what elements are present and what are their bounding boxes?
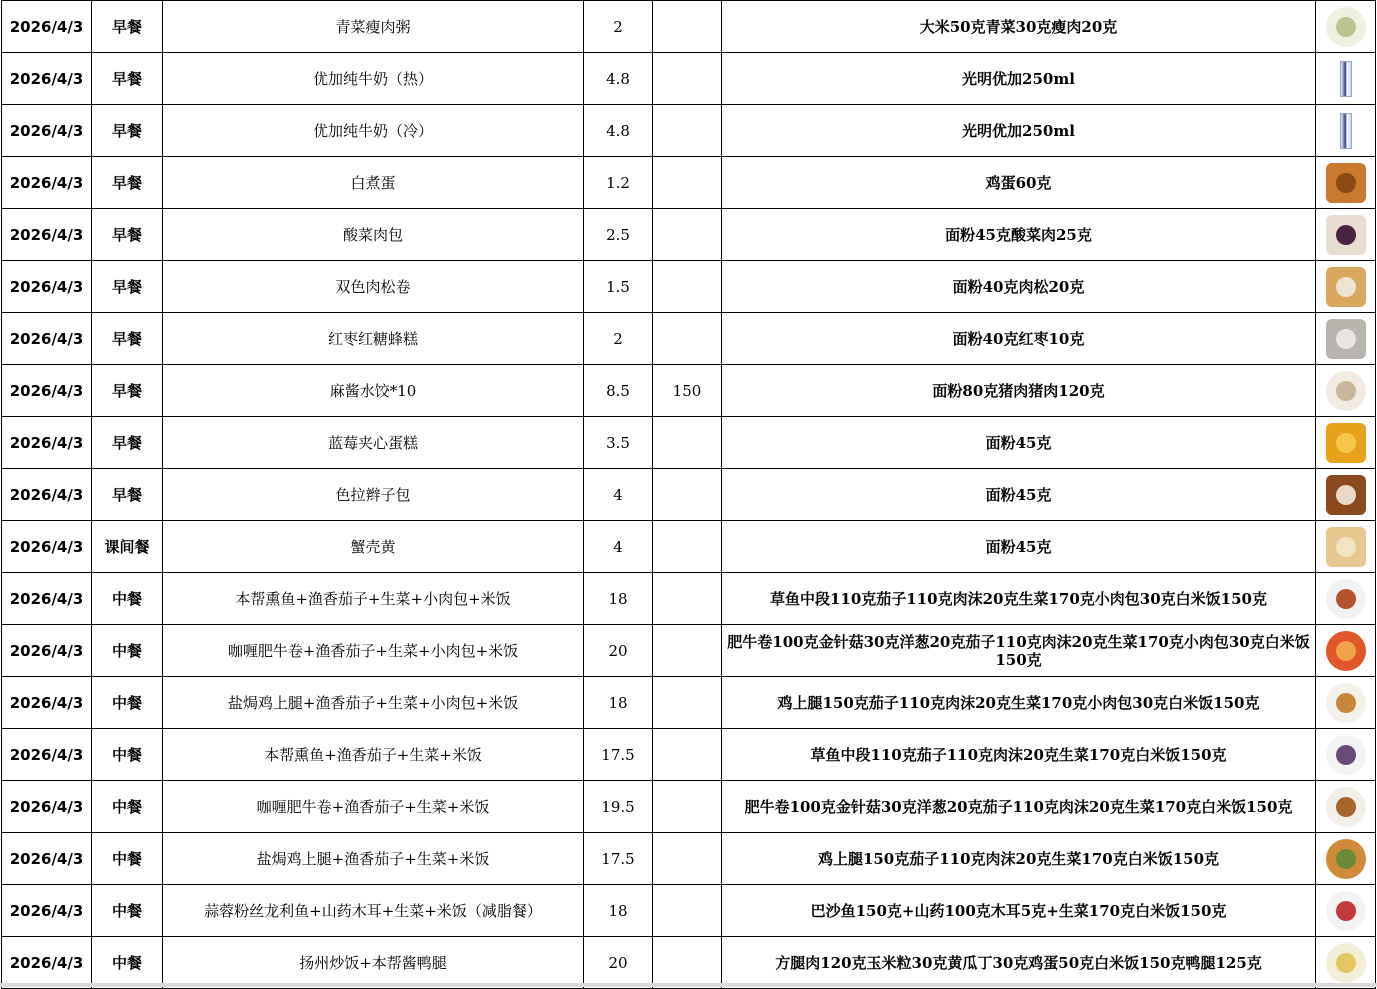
food-photo-cell[interactable] xyxy=(1316,53,1376,105)
table-row xyxy=(2,729,1376,781)
calorie-cell[interactable] xyxy=(653,573,722,625)
food-photo-cell[interactable] xyxy=(1316,833,1376,885)
price-cell[interactable]: 4 xyxy=(584,469,653,521)
food-photo-cell[interactable] xyxy=(1316,885,1376,937)
table-row xyxy=(2,677,1376,729)
price-cell[interactable]: 20 xyxy=(584,937,653,989)
table-row xyxy=(2,261,1376,313)
food-photo-detail xyxy=(1336,329,1356,349)
price-cell[interactable]: 19.5 xyxy=(584,781,653,833)
meal-cell[interactable]: 中餐 xyxy=(92,677,163,729)
ingredients-cell[interactable]: 鸡上腿150克茄子110克肉沫20克生菜170克白米饭150克 xyxy=(722,833,1316,885)
meal-cell[interactable]: 中餐 xyxy=(92,573,163,625)
meal-cell[interactable]: 早餐 xyxy=(92,469,163,521)
calorie-cell[interactable] xyxy=(653,53,722,105)
sheet-tab-strip xyxy=(0,983,1377,987)
table-row xyxy=(2,1,1376,53)
date-cell[interactable]: 2026/4/3 xyxy=(2,937,92,989)
table-row xyxy=(2,573,1376,625)
dish-name-cell[interactable]: 优加纯牛奶（热） xyxy=(163,53,584,105)
price-cell[interactable]: 18 xyxy=(584,885,653,937)
table-row xyxy=(2,469,1376,521)
curry-icon xyxy=(1326,631,1366,671)
table-row xyxy=(2,313,1376,365)
date-cell[interactable]: 2026/4/3 xyxy=(2,365,92,417)
meal-plate-icon xyxy=(1326,787,1366,827)
price-cell[interactable]: 8.5 xyxy=(584,365,653,417)
food-photo-cell[interactable] xyxy=(1316,313,1376,365)
food-photo-cell[interactable] xyxy=(1316,105,1376,157)
food-photo-cell[interactable] xyxy=(1316,1,1376,53)
food-photo-detail xyxy=(1336,485,1356,505)
date-cell[interactable]: 2026/4/3 xyxy=(2,521,92,573)
food-photo-cell[interactable] xyxy=(1316,417,1376,469)
meal-cell[interactable]: 中餐 xyxy=(92,833,163,885)
meal-cell[interactable]: 早餐 xyxy=(92,417,163,469)
food-photo-cell[interactable] xyxy=(1316,469,1376,521)
food-photo-detail xyxy=(1336,849,1356,869)
price-cell[interactable]: 1.2 xyxy=(584,157,653,209)
meal-plate-icon xyxy=(1326,891,1366,931)
food-photo-cell[interactable] xyxy=(1316,677,1376,729)
ingredients-cell[interactable]: 面粉45克 xyxy=(722,469,1316,521)
calorie-cell[interactable] xyxy=(653,157,722,209)
ingredients-cell[interactable]: 面粉80克猪肉猪肉120克 xyxy=(722,365,1316,417)
price-cell[interactable]: 4.8 xyxy=(584,53,653,105)
food-photo-detail xyxy=(1336,277,1356,297)
price-cell[interactable]: 18 xyxy=(584,677,653,729)
ingredients-cell[interactable]: 面粉40克红枣10克 xyxy=(722,313,1316,365)
food-photo-detail xyxy=(1336,537,1356,557)
dumpling-icon xyxy=(1326,371,1366,411)
dish-name-cell[interactable]: 白煮蛋 xyxy=(163,157,584,209)
food-photo-cell[interactable] xyxy=(1316,157,1376,209)
ingredients-cell[interactable]: 光明优加250ml xyxy=(722,53,1316,105)
dish-name-cell[interactable]: 盐焗鸡上腿+渔香茄子+生菜+小肉包+米饭 xyxy=(163,677,584,729)
dish-name-cell[interactable]: 麻酱水饺*10 xyxy=(163,365,584,417)
price-cell[interactable]: 2 xyxy=(584,313,653,365)
date-cell[interactable]: 2026/4/3 xyxy=(2,53,92,105)
date-cell[interactable]: 2026/4/3 xyxy=(2,105,92,157)
egg-icon xyxy=(1326,163,1366,203)
ingredients-cell[interactable]: 面粉45克 xyxy=(722,417,1316,469)
ingredients-cell[interactable]: 草鱼中段110克茄子110克肉沫20克生菜170克白米饭150克 xyxy=(722,729,1316,781)
porridge-icon xyxy=(1326,7,1366,47)
food-photo-detail xyxy=(1336,173,1356,193)
food-photo-cell[interactable] xyxy=(1316,261,1376,313)
meal-cell[interactable]: 中餐 xyxy=(92,781,163,833)
calorie-cell[interactable] xyxy=(653,677,722,729)
calorie-cell[interactable] xyxy=(653,417,722,469)
menu-table-body xyxy=(2,1,1376,989)
calorie-cell[interactable] xyxy=(653,469,722,521)
cake-icon xyxy=(1326,319,1366,359)
food-photo-cell[interactable] xyxy=(1316,209,1376,261)
date-cell[interactable]: 2026/4/3 xyxy=(2,573,92,625)
date-cell[interactable]: 2026/4/3 xyxy=(2,833,92,885)
table-row xyxy=(2,157,1376,209)
date-cell[interactable]: 2026/4/3 xyxy=(2,1,92,53)
price-cell[interactable]: 17.5 xyxy=(584,729,653,781)
dish-name-cell[interactable]: 酸菜肉包 xyxy=(163,209,584,261)
sponge-cake-icon xyxy=(1326,423,1366,463)
calorie-cell[interactable]: 150 xyxy=(653,365,722,417)
dish-name-cell[interactable]: 盐焗鸡上腿+渔香茄子+生菜+米饭 xyxy=(163,833,584,885)
table-row xyxy=(2,937,1376,989)
price-cell[interactable]: 3.5 xyxy=(584,417,653,469)
date-cell[interactable]: 2026/4/3 xyxy=(2,677,92,729)
date-cell[interactable]: 2026/4/3 xyxy=(2,625,92,677)
fried-rice-icon xyxy=(1326,943,1366,983)
meal-cell[interactable]: 早餐 xyxy=(92,365,163,417)
meal-cell[interactable]: 中餐 xyxy=(92,625,163,677)
date-cell[interactable]: 2026/4/3 xyxy=(2,261,92,313)
dish-name-cell[interactable]: 蟹壳黄 xyxy=(163,521,584,573)
table-row xyxy=(2,53,1376,105)
bun-icon xyxy=(1326,215,1366,255)
food-photo-detail xyxy=(1336,901,1356,921)
ingredients-cell[interactable]: 面粉45克酸菜肉25克 xyxy=(722,209,1316,261)
date-cell[interactable]: 2026/4/3 xyxy=(2,469,92,521)
meal-cell[interactable]: 中餐 xyxy=(92,729,163,781)
menu-table xyxy=(1,0,1376,989)
meal-cell[interactable]: 早餐 xyxy=(92,157,163,209)
table-row xyxy=(2,521,1376,573)
meal-plate-icon xyxy=(1326,683,1366,723)
chicken-plate-icon xyxy=(1326,839,1366,879)
date-cell[interactable]: 2026/4/3 xyxy=(2,157,92,209)
dish-name-cell[interactable]: 本帮熏鱼+渔香茄子+生菜+米饭 xyxy=(163,729,584,781)
price-cell[interactable]: 4.8 xyxy=(584,105,653,157)
price-cell[interactable]: 17.5 xyxy=(584,833,653,885)
meal-cell[interactable]: 中餐 xyxy=(92,885,163,937)
dish-name-cell[interactable]: 咖喱肥牛卷+渔香茄子+生菜+小肉包+米饭 xyxy=(163,625,584,677)
table-row xyxy=(2,781,1376,833)
ingredients-cell[interactable]: 鸡上腿150克茄子110克肉沫20克生菜170克小肉包30克白米饭150克 xyxy=(722,677,1316,729)
calorie-cell[interactable] xyxy=(653,1,722,53)
price-cell[interactable]: 4 xyxy=(584,521,653,573)
date-cell[interactable]: 2026/4/3 xyxy=(2,209,92,261)
food-photo-detail xyxy=(1336,589,1356,609)
date-cell[interactable]: 2026/4/3 xyxy=(2,417,92,469)
calorie-cell[interactable] xyxy=(653,261,722,313)
pastry-icon xyxy=(1326,527,1366,567)
ingredients-cell[interactable]: 面粉45克 xyxy=(722,521,1316,573)
roll-icon xyxy=(1326,267,1366,307)
dish-name-cell[interactable]: 色拉辫子包 xyxy=(163,469,584,521)
meal-cell[interactable]: 早餐 xyxy=(92,1,163,53)
dish-name-cell[interactable]: 优加纯牛奶（冷） xyxy=(163,105,584,157)
ingredients-cell[interactable]: 方腿肉120克玉米粒30克黄瓜丁30克鸡蛋50克白米饭150克鸭腿125克 xyxy=(722,937,1316,989)
milk-carton-icon xyxy=(1340,113,1352,149)
table-row xyxy=(2,209,1376,261)
food-photo-cell[interactable] xyxy=(1316,937,1376,989)
meal-cell[interactable]: 早餐 xyxy=(92,105,163,157)
food-photo-detail xyxy=(1336,641,1356,661)
food-photo-cell[interactable] xyxy=(1316,625,1376,677)
food-photo-detail xyxy=(1336,17,1356,37)
food-photo-cell[interactable] xyxy=(1316,521,1376,573)
table-row xyxy=(2,885,1376,937)
calorie-cell[interactable] xyxy=(653,937,722,989)
food-photo-detail xyxy=(1336,381,1356,401)
dish-name-cell[interactable]: 蒜蓉粉丝龙利鱼+山药木耳+生菜+米饭（减脂餐） xyxy=(163,885,584,937)
date-cell[interactable]: 2026/4/3 xyxy=(2,313,92,365)
food-photo-detail xyxy=(1336,797,1356,817)
food-photo-detail xyxy=(1336,953,1356,973)
food-photo-detail xyxy=(1336,225,1356,245)
milk-carton-icon xyxy=(1340,61,1352,97)
price-cell[interactable]: 2.5 xyxy=(584,209,653,261)
price-cell[interactable]: 20 xyxy=(584,625,653,677)
braided-bread-icon xyxy=(1326,475,1366,515)
dish-name-cell[interactable]: 双色肉松卷 xyxy=(163,261,584,313)
ingredients-cell[interactable]: 肥牛卷100克金针菇30克洋葱20克茄子110克肉沫20克生菜170克小肉包30克白米饭150克 xyxy=(722,625,1316,677)
meal-cell[interactable]: 课间餐 xyxy=(92,521,163,573)
table-row xyxy=(2,625,1376,677)
ingredients-cell[interactable]: 光明优加250ml xyxy=(722,105,1316,157)
ingredients-cell[interactable]: 鸡蛋60克 xyxy=(722,157,1316,209)
meal-cell[interactable]: 中餐 xyxy=(92,937,163,989)
food-photo-detail xyxy=(1336,693,1356,713)
dish-name-cell[interactable]: 咖喱肥牛卷+渔香茄子+生菜+米饭 xyxy=(163,781,584,833)
dish-name-cell[interactable]: 本帮熏鱼+渔香茄子+生菜+小肉包+米饭 xyxy=(163,573,584,625)
ingredients-cell[interactable]: 草鱼中段110克茄子110克肉沫20克生菜170克小肉包30克白米饭150克 xyxy=(722,573,1316,625)
calorie-cell[interactable] xyxy=(653,521,722,573)
price-cell[interactable]: 1.5 xyxy=(584,261,653,313)
calorie-cell[interactable] xyxy=(653,209,722,261)
calorie-cell[interactable] xyxy=(653,625,722,677)
table-row xyxy=(2,365,1376,417)
ingredients-cell[interactable]: 面粉40克肉松20克 xyxy=(722,261,1316,313)
meal-cell[interactable]: 早餐 xyxy=(92,209,163,261)
date-cell[interactable]: 2026/4/3 xyxy=(2,885,92,937)
food-photo-detail xyxy=(1336,433,1356,453)
food-photo-cell[interactable] xyxy=(1316,781,1376,833)
calorie-cell[interactable] xyxy=(653,781,722,833)
meal-cell[interactable]: 早餐 xyxy=(92,53,163,105)
food-photo-cell[interactable] xyxy=(1316,573,1376,625)
dish-name-cell[interactable]: 蓝莓夹心蛋糕 xyxy=(163,417,584,469)
calorie-cell[interactable] xyxy=(653,105,722,157)
date-cell[interactable]: 2026/4/3 xyxy=(2,729,92,781)
meal-cell[interactable]: 早餐 xyxy=(92,313,163,365)
calorie-cell[interactable] xyxy=(653,833,722,885)
price-cell[interactable]: 18 xyxy=(584,573,653,625)
dish-name-cell[interactable]: 扬州炒饭+本帮酱鸭腿 xyxy=(163,937,584,989)
dish-name-cell[interactable]: 青菜瘦肉粥 xyxy=(163,1,584,53)
food-photo-detail xyxy=(1336,745,1356,765)
table-row xyxy=(2,417,1376,469)
calorie-cell[interactable] xyxy=(653,313,722,365)
ingredients-cell[interactable]: 巴沙鱼150克+山药100克木耳5克+生菜170克白米饭150克 xyxy=(722,885,1316,937)
meal-cell[interactable]: 早餐 xyxy=(92,261,163,313)
table-row xyxy=(2,833,1376,885)
calorie-cell[interactable] xyxy=(653,729,722,781)
date-cell[interactable]: 2026/4/3 xyxy=(2,781,92,833)
meal-plate-icon xyxy=(1326,579,1366,619)
food-photo-cell[interactable] xyxy=(1316,365,1376,417)
table-row xyxy=(2,105,1376,157)
dish-name-cell[interactable]: 红枣红糖蜂糕 xyxy=(163,313,584,365)
meal-plate-icon xyxy=(1326,735,1366,775)
ingredients-cell[interactable]: 大米50克青菜30克瘦肉20克 xyxy=(722,1,1316,53)
ingredients-cell[interactable]: 肥牛卷100克金针菇30克洋葱20克茄子110克肉沫20克生菜170克白米饭150克 xyxy=(722,781,1316,833)
calorie-cell[interactable] xyxy=(653,885,722,937)
food-photo-cell[interactable] xyxy=(1316,729,1376,781)
price-cell[interactable]: 2 xyxy=(584,1,653,53)
